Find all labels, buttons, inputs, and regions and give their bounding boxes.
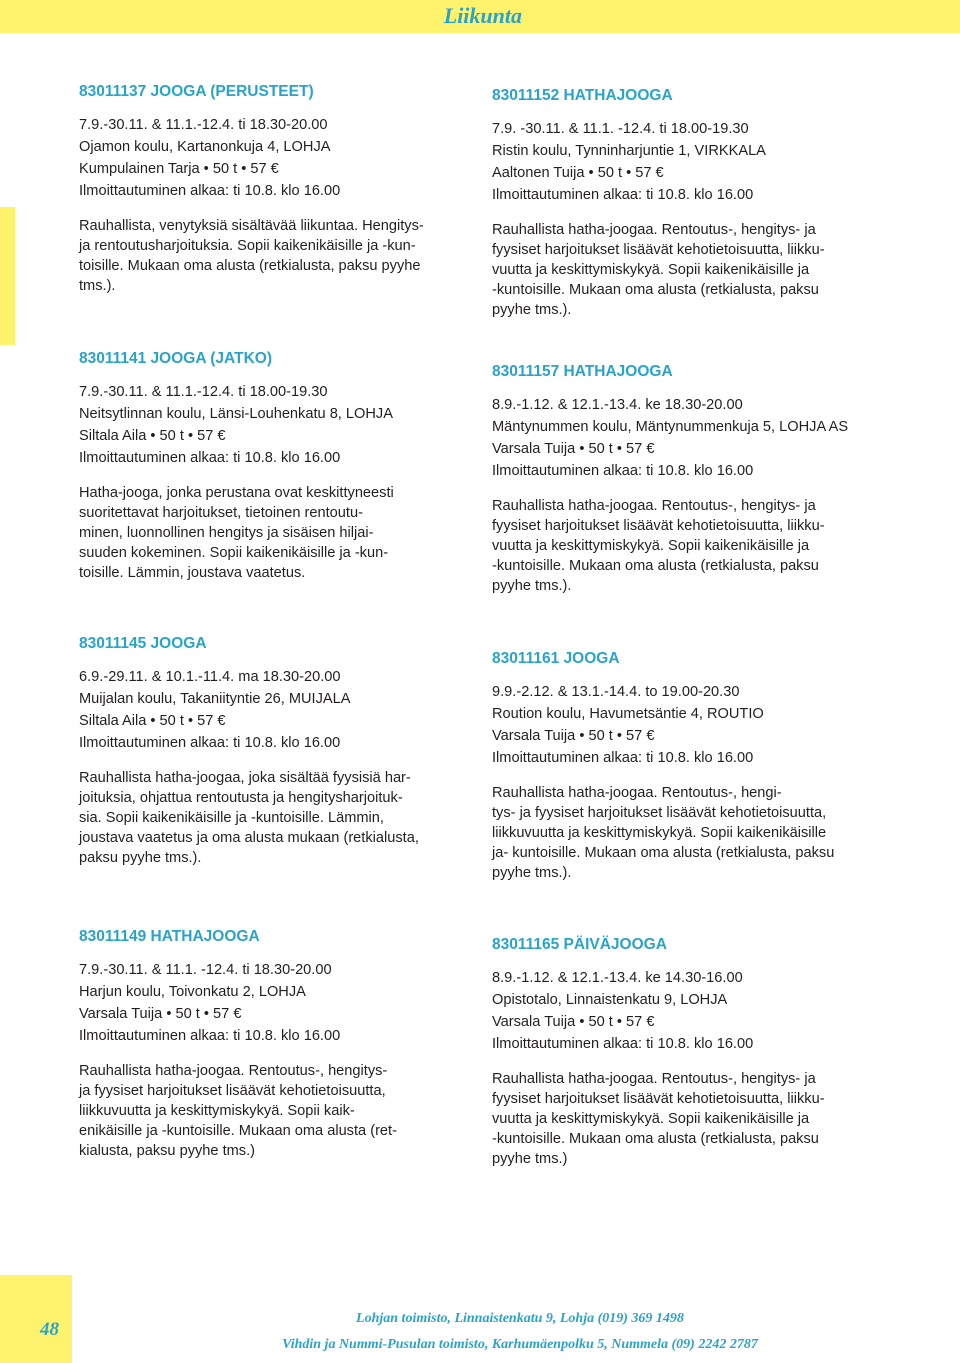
description-line: pyyhe tms.) bbox=[492, 1151, 568, 1167]
course-description bbox=[79, 1061, 467, 1161]
section-title: Liikunta bbox=[443, 3, 522, 28]
course-schedule: 8.9.-1.12. & 12.1.-13.4. ke 14.30-16.00 bbox=[492, 970, 743, 986]
header-band bbox=[0, 0, 960, 33]
course-schedule: 9.9.-2.12. & 13.1.-14.4. to 19.00-20.30 bbox=[492, 684, 740, 700]
course-description bbox=[79, 483, 467, 583]
description-line: joituksia, ohjattua rentoutusta ja hengitysharjoituk- bbox=[79, 790, 403, 806]
page-number-box bbox=[0, 1275, 72, 1363]
footer-office-vihti: Vihdin ja Nummi-Pusulan toimisto, Karhumäenpolku 5, Nummela (09) 2242 2787 bbox=[282, 1337, 758, 1352]
course-registration: Ilmoittautuminen alkaa: ti 10.8. klo 16.00 bbox=[79, 735, 341, 751]
description-line: tys- ja fyysiset harjoitukset lisäävät kehotietoisuutta, bbox=[492, 805, 827, 821]
course-block bbox=[79, 927, 467, 1161]
course-teacher-fee: Siltala Aila • 50 t • 57 € bbox=[79, 428, 226, 444]
course-description bbox=[79, 768, 467, 868]
course-teacher-fee: Varsala Tuija • 50 t • 57 € bbox=[492, 1014, 655, 1030]
description-line: pyyhe tms.). bbox=[492, 865, 572, 881]
course-title: 83011149 HATHAJOOGA bbox=[79, 928, 260, 945]
description-line: kialusta, paksu pyyhe tms.) bbox=[79, 1143, 256, 1159]
course-registration: Ilmoittautuminen alkaa: ti 10.8. klo 16.00 bbox=[492, 187, 754, 203]
description-line: enikäisille ja -kuntoisille. Mukaan oma alusta (ret- bbox=[79, 1123, 397, 1139]
course-location: Muijalan koulu, Takaniityntie 26, MUIJALA bbox=[79, 691, 351, 707]
course-schedule: 8.9.-1.12. & 12.1.-13.4. ke 18.30-20.00 bbox=[492, 397, 743, 413]
course-description bbox=[492, 1069, 880, 1169]
course-teacher-fee: Varsala Tuija • 50 t • 57 € bbox=[492, 441, 655, 457]
course-schedule: 7.9.-30.11. & 11.1. -12.4. ti 18.30-20.00 bbox=[79, 962, 332, 978]
course-location: Harjun koulu, Toivonkatu 2, LOHJA bbox=[79, 984, 306, 1000]
description-line: toisille. Lämmin, joustava vaatetus. bbox=[79, 565, 306, 581]
description-line: liikkuvuutta ja keskittymiskykyä. Sopii kaikenikäisille bbox=[492, 825, 827, 841]
description-line: sia. Sopii kaikenikäisille ja -kuntoisille. Lämmin, bbox=[79, 810, 384, 826]
description-line: suoritettavat harjoitukset, tietoinen rentoutu- bbox=[79, 505, 363, 521]
description-line: Rauhallista hatha-joogaa. Rentoutus-, hengitys- bbox=[79, 1063, 388, 1079]
description-line: Rauhallista hatha-joogaa. Rentoutus-, hengitys- ja bbox=[492, 1071, 816, 1087]
course-block bbox=[79, 349, 467, 583]
side-marker bbox=[0, 207, 15, 345]
course-schedule: 6.9.-29.11. & 10.1.-11.4. ma 18.30-20.00 bbox=[79, 669, 341, 685]
description-line: paksu pyyhe tms.). bbox=[79, 850, 202, 866]
course-registration: Ilmoittautuminen alkaa: ti 10.8. klo 16.00 bbox=[79, 183, 341, 199]
description-line: -kuntoisille. Mukaan oma alusta (retkialusta, paksu bbox=[492, 1131, 819, 1147]
course-block bbox=[492, 935, 880, 1169]
description-line: Rauhallista hatha-joogaa. Rentoutus-, hengi- bbox=[492, 785, 782, 801]
course-title: 83011157 HATHAJOOGA bbox=[492, 363, 673, 380]
description-line: minen, luonnollinen hengitys ja sisäisen hiljai- bbox=[79, 525, 374, 541]
description-line: liikkuvuutta ja keskittymiskykyä. Sopii kaik- bbox=[79, 1103, 355, 1119]
course-title: 83011165 PÄIVÄJOOGA bbox=[492, 936, 667, 953]
course-registration: Ilmoittautuminen alkaa: ti 10.8. klo 16.00 bbox=[492, 750, 754, 766]
page-number: 48 bbox=[40, 1319, 59, 1340]
description-line: Hatha-jooga, jonka perustana ovat keskittyneesti bbox=[79, 485, 394, 501]
description-line: vuutta ja keskittymiskykyä. Sopii kaikenikäisille ja bbox=[492, 538, 810, 554]
description-line: suuden kokeminen. Sopii kaikenikäisille ja -kun- bbox=[79, 545, 389, 561]
course-location: Mäntynummen koulu, Mäntynummenkuja 5, LOHJA AS bbox=[492, 419, 849, 435]
description-line: Rauhallista hatha-joogaa. Rentoutus-, hengitys- ja bbox=[492, 222, 816, 238]
course-location: Ristin koulu, Tynninharjuntie 1, VIRKKALA bbox=[492, 143, 766, 159]
course-title: 83011141 JOOGA (JATKO) bbox=[79, 350, 272, 367]
course-title: 83011161 JOOGA bbox=[492, 650, 620, 667]
description-line: vuutta ja keskittymiskykyä. Sopii kaikenikäisille ja bbox=[492, 262, 810, 278]
course-block bbox=[492, 649, 880, 883]
description-line: ja rentoutusharjoituksia. Sopii kaikenikäisille ja -kun- bbox=[79, 238, 416, 254]
description-line: fyysiset harjoitukset lisäävät kehotietoisuutta, liikku- bbox=[492, 242, 825, 258]
course-registration: Ilmoittautuminen alkaa: ti 10.8. klo 16.00 bbox=[79, 1028, 341, 1044]
course-teacher-fee: Kumpulainen Tarja • 50 t • 57 € bbox=[79, 161, 279, 177]
course-teacher-fee: Varsala Tuija • 50 t • 57 € bbox=[79, 1006, 242, 1022]
course-title: 83011137 JOOGA (PERUSTEET) bbox=[79, 83, 314, 100]
description-line: pyyhe tms.). bbox=[492, 302, 572, 318]
description-line: -kuntoisille. Mukaan oma alusta (retkialusta, paksu bbox=[492, 282, 819, 298]
description-line: ja- kuntoisille. Mukaan oma alusta (retkialusta, paksu bbox=[492, 845, 835, 861]
description-line: pyyhe tms.). bbox=[492, 578, 572, 594]
course-location: Roution koulu, Havumetsäntie 4, ROUTIO bbox=[492, 706, 764, 722]
course-block bbox=[492, 362, 880, 596]
course-schedule: 7.9. -30.11. & 11.1. -12.4. ti 18.00-19.30 bbox=[492, 121, 749, 137]
description-line: fyysiset harjoitukset lisäävät kehotietoisuutta, liikku- bbox=[492, 518, 825, 534]
description-line: ja fyysiset harjoitukset lisäävät kehotietoisuutta, bbox=[79, 1083, 386, 1099]
course-location: Ojamon koulu, Kartanonkuja 4, LOHJA bbox=[79, 139, 331, 155]
description-line: Rauhallista hatha-joogaa. Rentoutus-, hengitys- ja bbox=[492, 498, 816, 514]
description-line: fyysiset harjoitukset lisäävät kehotietoisuutta, liikku- bbox=[492, 1091, 825, 1107]
course-block bbox=[79, 82, 467, 296]
course-description bbox=[492, 220, 880, 320]
course-description bbox=[492, 783, 880, 883]
course-registration: Ilmoittautuminen alkaa: ti 10.8. klo 16.00 bbox=[492, 463, 754, 479]
course-teacher-fee: Aaltonen Tuija • 50 t • 57 € bbox=[492, 165, 664, 181]
course-block bbox=[79, 634, 467, 868]
course-block bbox=[492, 86, 880, 320]
course-schedule: 7.9.-30.11. & 11.1.-12.4. ti 18.00-19.30 bbox=[79, 384, 328, 400]
course-location: Neitsytlinnan koulu, Länsi-Louhenkatu 8, LOHJA bbox=[79, 406, 393, 422]
course-description bbox=[79, 216, 467, 296]
course-description bbox=[492, 496, 880, 596]
course-registration: Ilmoittautuminen alkaa: ti 10.8. klo 16.00 bbox=[79, 450, 341, 466]
course-registration: Ilmoittautuminen alkaa: ti 10.8. klo 16.00 bbox=[492, 1036, 754, 1052]
course-title: 83011152 HATHAJOOGA bbox=[492, 87, 673, 104]
course-location: Opistotalo, Linnaistenkatu 9, LOHJA bbox=[492, 992, 728, 1008]
course-title: 83011145 JOOGA bbox=[79, 635, 207, 652]
description-line: -kuntoisille. Mukaan oma alusta (retkialusta, paksu bbox=[492, 558, 819, 574]
course-teacher-fee: Siltala Aila • 50 t • 57 € bbox=[79, 713, 226, 729]
description-line: toisille. Mukaan oma alusta (retkialusta, paksu pyyhe bbox=[79, 258, 421, 274]
description-line: tms.). bbox=[79, 278, 116, 294]
description-line: Rauhallista, venytyksiä sisältävää liikuntaa. Hengitys- bbox=[79, 218, 424, 234]
description-line: Rauhallista hatha-joogaa, joka sisältää fyysisiä har- bbox=[79, 770, 411, 786]
course-teacher-fee: Varsala Tuija • 50 t • 57 € bbox=[492, 728, 655, 744]
description-line: joustava vaatetus ja oma alusta mukaan (retkialusta, bbox=[79, 830, 419, 846]
footer-office-lohja: Lohjan toimisto, Linnaistenkatu 9, Lohja (019) 369 1498 bbox=[356, 1311, 684, 1326]
course-schedule: 7.9.-30.11. & 11.1.-12.4. ti 18.30-20.00 bbox=[79, 117, 328, 133]
description-line: vuutta ja keskittymiskykyä. Sopii kaikenikäisille ja bbox=[492, 1111, 810, 1127]
